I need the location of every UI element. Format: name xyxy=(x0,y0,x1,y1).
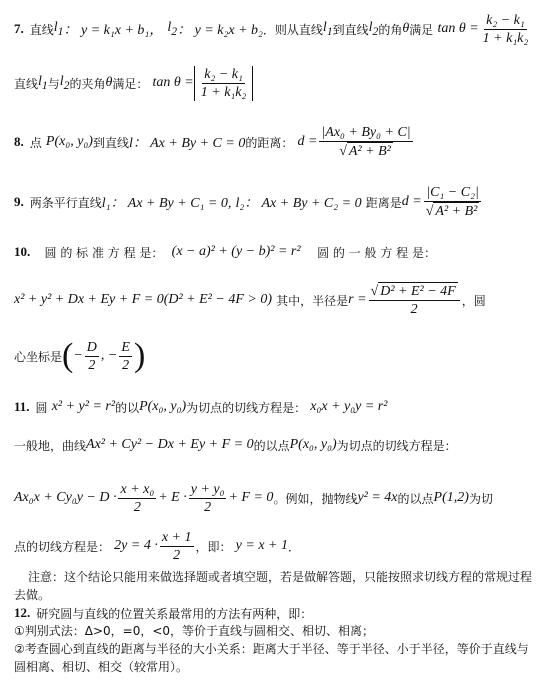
item11-line3 xyxy=(14,476,493,520)
line-eq: l： Ax + By + C = 0 xyxy=(128,136,246,151)
symbol-l1: $l_1$ xyxy=(322,20,333,38)
formula: + F = 0 xyxy=(228,490,274,505)
d-eq: d = xyxy=(297,134,318,149)
symbol-l2: $l_2$ xyxy=(368,20,379,38)
fraction: y + y₀ 2 xyxy=(190,481,225,515)
sqrt: √ D² + E² − 4F xyxy=(369,282,460,301)
symbol-theta: θ xyxy=(105,75,113,90)
general-eq: x² + y² + Dx + Ey + F = 0(D² + E² − 4F > 0) xyxy=(14,292,272,307)
absolute-value xyxy=(194,66,254,101)
circle-eq: x² + y² = r² xyxy=(51,399,116,414)
point-P: P(x₀, y₀) xyxy=(45,134,93,149)
item7-line2 xyxy=(14,60,253,106)
text: 圆 的 标 准 方 程 是： xyxy=(44,245,164,260)
line-l1: l₁： Ax + By + C₁ = 0, xyxy=(101,196,232,211)
text: ． xyxy=(287,539,300,554)
item12-line1 xyxy=(14,604,312,622)
text: 与 xyxy=(47,76,60,91)
symbol-l1: $l_1$ xyxy=(53,20,64,38)
method-1: ①判别式法：Δ>0，=0，<0，等价于直线与圆相交、相切、相离； xyxy=(14,624,375,638)
sqrt: √ A² + B² xyxy=(425,204,478,219)
text: 圆 xyxy=(35,400,48,415)
text: 。例如，抛物线 xyxy=(273,491,358,506)
item-number: 9. xyxy=(14,194,24,209)
item8 xyxy=(14,118,415,166)
item11-line1 xyxy=(14,394,387,420)
fraction: x + x₀ 2 xyxy=(120,481,155,515)
eq-l2: ： y = k₂x + b₂ xyxy=(177,23,263,38)
sqrt: √ A² + B² xyxy=(339,144,391,159)
text: 为切点的切线方程是： xyxy=(186,400,307,415)
text: 一般地，曲线 xyxy=(14,438,87,453)
formula: 2y = 4 · xyxy=(114,538,158,553)
fraction: x + 1 2 xyxy=(161,529,192,563)
item-number: 10. xyxy=(14,244,31,259)
formula: + E · xyxy=(158,490,187,505)
tangent-eq: x₀x + y₀y = r² xyxy=(310,399,388,414)
text: 心坐标是 xyxy=(14,349,63,364)
result-eq: y = x + 1 xyxy=(235,538,288,553)
text: 的距离： xyxy=(245,135,294,150)
fraction: |Ax₀ + By₀ + C| √ A² + B² xyxy=(321,125,411,159)
text: 点 xyxy=(29,135,42,150)
item9 xyxy=(14,178,483,226)
line-l2: l₂： Ax + By + C₂ = 0 xyxy=(235,196,362,211)
note: 注意：这个结论只能用来做选择题或者填空题，若是做解答题，只能按照求切线方程的常规过程去做。 xyxy=(14,570,533,602)
fraction: $\frac{E}{2}$ xyxy=(121,339,130,373)
item11-line4 xyxy=(14,524,300,568)
tan-eq: tan θ = xyxy=(152,75,194,90)
text: 到直线 xyxy=(92,135,129,150)
d-eq: d = xyxy=(401,194,422,209)
text: 距离是 xyxy=(365,195,402,210)
text: 的夹角 xyxy=(69,76,106,91)
point-P: P(x₀, y₀) xyxy=(289,437,337,452)
r-eq: r = xyxy=(348,292,367,307)
parabola-eq: y² = 4x xyxy=(357,490,398,505)
tan-eq: tan θ = xyxy=(437,21,479,36)
point: P(1,2) xyxy=(433,490,469,505)
fraction: $\frac{D}{2}$ xyxy=(86,339,97,373)
item11-line2 xyxy=(14,432,457,458)
text: 直线 xyxy=(29,22,54,37)
text: 圆 的 一 般 方 程 是： xyxy=(317,245,436,260)
text: ．则从直线 xyxy=(262,22,323,37)
item-number: 8. xyxy=(14,134,24,149)
text: 为切点的切线方程是： xyxy=(336,438,457,453)
item10-line3: 心坐标是 ( − $\frac{D}{2}$ , − $\frac{E}{2}$ ) xyxy=(14,337,146,374)
item-number: 7. xyxy=(14,21,24,36)
fraction: |C₁ − C₂| √ A² + B² xyxy=(424,184,482,220)
text: 为切 xyxy=(468,491,493,506)
fraction: $\frac{\text{k₂ − k₁}}{\text{1 + k₁k₂}}$ xyxy=(200,66,247,100)
text: 满足 xyxy=(409,22,434,37)
eq-l1: ： y = k₁x + b₁， xyxy=(63,23,164,38)
standard-eq: (x − a)² + (y − b)² = r² xyxy=(171,244,301,259)
point-P: P(x₀, y₀) xyxy=(139,399,187,414)
text: 的以点 xyxy=(253,438,290,453)
text: 研究圆与直线的位置关系最常用的方法有两种，即： xyxy=(36,606,313,621)
text: 两条平行直线 xyxy=(29,195,102,210)
text: 满足： xyxy=(112,76,149,91)
fraction: √ D² + E² − 4F 2 xyxy=(369,282,460,318)
fraction: $\frac{\text{k₂ − k₁}}{\text{1 + k₁k₂}}$ xyxy=(482,12,529,46)
item-number: 11. xyxy=(14,399,30,414)
item-number: 12. xyxy=(14,605,31,620)
item10-line1 xyxy=(14,238,436,266)
symbol-l1: $l_1$ xyxy=(38,74,48,92)
text: 的角 xyxy=(378,22,403,37)
text: 直线 xyxy=(14,76,39,91)
item10-line2 xyxy=(14,276,486,324)
item7-line1 xyxy=(14,6,532,52)
text: ，圆 xyxy=(461,293,486,308)
formula: Ax₀x + Cy₀y − D · xyxy=(14,490,117,505)
text: 到直线 xyxy=(332,22,369,37)
text: ，即： xyxy=(195,539,232,554)
symbol-l2: $l_2$ xyxy=(59,74,70,92)
symbol-theta: θ xyxy=(402,21,410,36)
text: 其中，半径是 xyxy=(276,293,349,308)
text: 点的切线方程是： xyxy=(14,539,111,554)
left-paren: ( xyxy=(62,337,74,374)
method-2: ②考查圆心到直线的距离与半径的大小关系：距离大于半径、等于半径、小于半径，等价于直线与圆相离、相切、相交（较常用）。 xyxy=(14,642,529,674)
text: 的以点 xyxy=(397,491,434,506)
right-paren: ) xyxy=(133,337,146,374)
symbol-l2: $l_2$ xyxy=(167,20,178,38)
curve-eq: Ax² + Cy² − Dx + Ey + F = 0 xyxy=(86,437,254,452)
text: 的以 xyxy=(115,400,140,415)
